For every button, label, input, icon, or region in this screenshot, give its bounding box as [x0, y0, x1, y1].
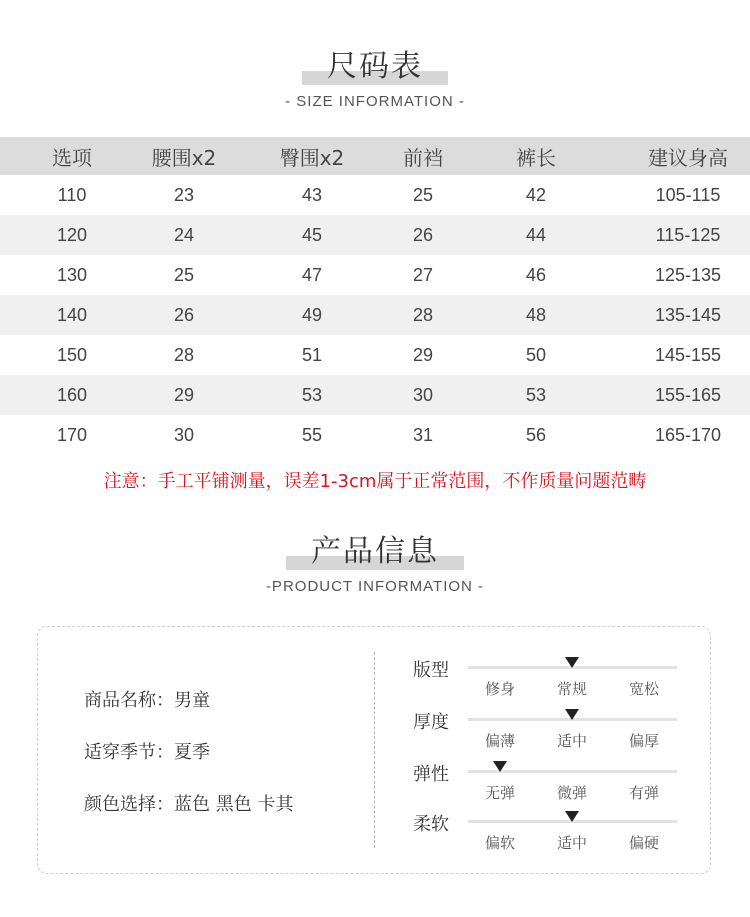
product-title-block	[0, 532, 750, 572]
scale-option: 宽松	[628, 680, 659, 698]
scale-option: 偏软	[484, 834, 515, 852]
size-title-block	[0, 47, 750, 87]
scale-option: 微弹	[556, 784, 587, 802]
table-cell: 120	[0, 215, 144, 255]
size-table-header-row	[0, 137, 750, 175]
table-cell: 48	[446, 295, 626, 335]
scale-option: 适中	[556, 732, 587, 750]
table-cell: 30	[173, 424, 195, 445]
table-row	[0, 335, 750, 375]
table-cell: 110	[57, 184, 87, 205]
scale-option: 偏薄	[484, 732, 515, 750]
product-name: 商品名称：男童	[84, 690, 210, 711]
table-cell: 28	[400, 295, 446, 335]
product-colors: 颜色选择：蓝色 黑色 卡其	[84, 794, 294, 815]
table-cell: 31	[412, 424, 434, 445]
scale-option: 有弹	[628, 784, 659, 802]
table-row	[0, 215, 750, 255]
size-title: 尺码表	[327, 49, 423, 84]
selected-indicator-icon	[493, 761, 507, 772]
table-cell: 24	[144, 215, 224, 255]
table-row	[0, 415, 750, 455]
table-cell: 170	[56, 424, 88, 445]
table-cell: 105-115	[655, 184, 721, 205]
table-row	[0, 375, 750, 415]
table-cell: 150	[56, 344, 88, 365]
table-cell: 135-145	[626, 295, 750, 335]
selected-indicator-icon	[565, 657, 579, 668]
table-cell: 46	[525, 264, 547, 285]
selected-indicator-icon	[565, 811, 579, 822]
info-divider	[374, 652, 375, 848]
scale-option: 偏硬	[628, 834, 659, 852]
table-cell: 55	[301, 424, 323, 445]
header-cell: 臀围x2	[224, 137, 400, 175]
scale-label: 厚度	[413, 712, 449, 733]
scale-option: 无弹	[484, 784, 515, 802]
table-row	[0, 255, 750, 295]
scale-option: 偏厚	[628, 732, 659, 750]
table-cell: 27	[412, 264, 434, 285]
header-cell: 腰围x2	[144, 137, 224, 175]
table-cell: 140	[0, 295, 144, 335]
header-cell: 裤长	[446, 137, 626, 175]
scale-option: 修身	[484, 680, 515, 698]
scale-option: 适中	[556, 834, 587, 852]
table-cell: 44	[446, 215, 626, 255]
table-cell: 51	[301, 344, 323, 365]
table-cell: 53	[224, 375, 400, 415]
size-table	[0, 137, 750, 455]
product-season: 适穿季节：夏季	[84, 742, 210, 763]
table-cell: 145-155	[654, 344, 722, 365]
header-cell: 选项	[0, 137, 144, 175]
table-cell: 25	[173, 264, 195, 285]
header-cell: 前裆	[400, 137, 446, 175]
selected-indicator-icon	[565, 709, 579, 720]
table-cell: 26	[144, 295, 224, 335]
table-cell: 160	[0, 375, 144, 415]
scale-option: 常规	[556, 680, 587, 698]
scale-label: 柔软	[413, 814, 449, 835]
table-row	[0, 175, 750, 215]
table-cell: 29	[144, 375, 224, 415]
size-subtitle: - SIZE INFORMATION -	[285, 93, 465, 110]
table-cell: 125-135	[654, 264, 722, 285]
table-cell: 25	[412, 184, 434, 205]
table-cell: 42	[525, 184, 547, 205]
table-cell: 23	[173, 184, 195, 205]
table-cell: 49	[224, 295, 400, 335]
table-cell: 130	[56, 264, 88, 285]
table-cell: 47	[301, 264, 323, 285]
scale-label: 版型	[413, 660, 449, 681]
table-cell: 56	[525, 424, 547, 445]
table-cell: 43	[301, 184, 323, 205]
table-cell: 28	[173, 344, 195, 365]
table-cell: 115-125	[626, 215, 750, 255]
table-cell: 26	[400, 215, 446, 255]
product-title: 产品信息	[311, 534, 439, 569]
header-cell: 建议身高	[626, 137, 750, 175]
table-row	[0, 295, 750, 335]
table-cell: 53	[446, 375, 626, 415]
table-cell: 50	[525, 344, 547, 365]
scale-label: 弹性	[413, 764, 449, 785]
table-cell: 45	[224, 215, 400, 255]
measurement-note: 注意：手工平铺测量，误差1-3cm属于正常范围，不作质量问题范畴	[103, 471, 647, 492]
table-cell: 165-170	[654, 424, 722, 445]
product-subtitle: -PRODUCT INFORMATION -	[265, 578, 485, 595]
table-cell: 29	[412, 344, 434, 365]
table-cell: 155-165	[626, 375, 750, 415]
table-cell: 30	[400, 375, 446, 415]
